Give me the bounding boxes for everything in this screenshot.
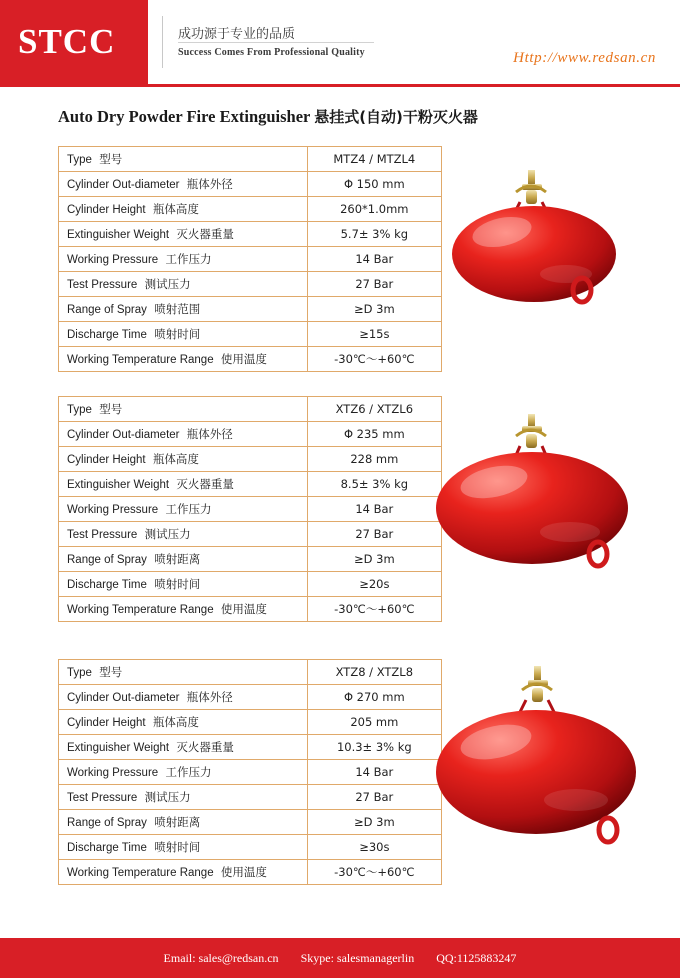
row-label-cn: 喷射时间 — [154, 840, 201, 854]
footer-email[interactable]: Email: sales@redsan.cn — [163, 950, 279, 965]
row-value: 27 Bar — [307, 522, 441, 547]
row-label-cn: 测试压力 — [144, 277, 191, 291]
row-value: ≥D 3m — [307, 810, 441, 835]
row-value: 14 Bar — [307, 497, 441, 522]
row-value: 14 Bar — [307, 247, 441, 272]
spec-table-mtz4 — [58, 146, 442, 372]
row-label-cn: 型号 — [99, 152, 123, 166]
row-value: 27 Bar — [307, 272, 441, 297]
row-value: 228 mm — [307, 447, 441, 472]
hanging-ring-icon — [599, 818, 617, 842]
header-bottom-rule — [0, 84, 680, 87]
page-footer — [0, 938, 680, 978]
page-title-cn: 悬挂式(自动)干粉灭火器 — [314, 108, 478, 126]
row-label-en: Working Pressure — [67, 504, 159, 516]
page-title-en: Auto Dry Powder Fire Extinguisher — [58, 107, 311, 126]
row-label-cn: 工作压力 — [165, 765, 212, 779]
row-label-cn: 工作压力 — [165, 502, 212, 516]
row-label-en: Cylinder Out-diameter — [67, 429, 180, 441]
row-label-cn: 瓶体外径 — [186, 177, 233, 191]
product-photo-mtz4 — [442, 162, 632, 332]
website-link[interactable]: Http://www.redsan.cn — [513, 50, 656, 66]
row-value: ≥30s — [307, 835, 441, 860]
row-value: -30℃～+60℃ — [307, 347, 441, 372]
row-label-cn: 使用温度 — [220, 602, 267, 616]
row-value: XTZ6 / XTZL6 — [307, 397, 441, 422]
row-label-en: Range of Spray — [67, 554, 147, 566]
table-row — [59, 597, 442, 622]
row-label-en: Cylinder Height — [67, 204, 146, 216]
row-label-en: Extinguisher Weight — [67, 229, 170, 241]
sprinkler-head-icon — [518, 666, 556, 716]
row-label-en: Cylinder Out-diameter — [67, 179, 180, 191]
table-row — [59, 347, 442, 372]
row-label-cn: 瓶体高度 — [152, 202, 199, 216]
product-photo-xtz8 — [430, 660, 650, 875]
row-label-en: Type — [67, 404, 92, 416]
row-value: 5.7± 3% kg — [307, 222, 441, 247]
row-value: Φ 270 mm — [307, 685, 441, 710]
extinguisher-body — [436, 452, 628, 564]
table-row — [59, 835, 442, 860]
row-value: ≥D 3m — [307, 297, 441, 322]
page-header — [0, 0, 680, 84]
page-title — [58, 106, 478, 127]
table-row — [59, 322, 442, 347]
row-label-en: Working Temperature Range — [67, 604, 214, 616]
row-label-en: Cylinder Height — [67, 454, 146, 466]
row-label-en: Type — [67, 667, 92, 679]
row-label-en: Extinguisher Weight — [67, 479, 170, 491]
row-label-cn: 喷射距离 — [154, 815, 201, 829]
table-row — [59, 572, 442, 597]
row-value: MTZ4 / MTZL4 — [307, 147, 441, 172]
row-label-cn: 瓶体高度 — [152, 715, 199, 729]
row-value: ≥15s — [307, 322, 441, 347]
table-row — [59, 247, 442, 272]
table-row — [59, 522, 442, 547]
row-label-en: Test Pressure — [67, 529, 138, 541]
row-label-en: Range of Spray — [67, 304, 147, 316]
row-value: XTZ8 / XTZL8 — [307, 660, 441, 685]
row-label-cn: 瓶体外径 — [186, 427, 233, 441]
row-label-en: Range of Spray — [67, 817, 147, 829]
extinguisher-body — [436, 710, 636, 834]
row-value: 205 mm — [307, 710, 441, 735]
row-value: Φ 235 mm — [307, 422, 441, 447]
row-value: ≥20s — [307, 572, 441, 597]
table-row — [59, 810, 442, 835]
row-label-en: Type — [67, 154, 92, 166]
table-row — [59, 447, 442, 472]
table-row — [59, 222, 442, 247]
row-label-en: Extinguisher Weight — [67, 742, 170, 754]
table-row — [59, 147, 442, 172]
table-row — [59, 197, 442, 222]
row-label-cn: 型号 — [99, 402, 123, 416]
row-label-cn: 使用温度 — [220, 865, 267, 879]
row-label-en: Test Pressure — [67, 279, 138, 291]
footer-qq[interactable]: QQ:1125883247 — [436, 950, 517, 965]
row-value: 10.3± 3% kg — [307, 735, 441, 760]
table-row — [59, 760, 442, 785]
row-value: 27 Bar — [307, 785, 441, 810]
row-value: 260*1.0mm — [307, 197, 441, 222]
row-value: 14 Bar — [307, 760, 441, 785]
table-row — [59, 272, 442, 297]
row-label-cn: 灭火器重量 — [176, 477, 234, 491]
slogan-rule — [178, 42, 374, 43]
row-value: -30℃～+60℃ — [307, 860, 441, 885]
header-divider — [162, 16, 163, 68]
table-row — [59, 172, 442, 197]
row-label-cn: 瓶体高度 — [152, 452, 199, 466]
row-label-en: Cylinder Height — [67, 717, 146, 729]
table-row — [59, 860, 442, 885]
row-label-cn: 灭火器重量 — [176, 740, 234, 754]
row-label-cn: 使用温度 — [220, 352, 267, 366]
row-value: ≥D 3m — [307, 547, 441, 572]
table-row — [59, 497, 442, 522]
row-label-cn: 工作压力 — [165, 252, 212, 266]
row-label-cn: 喷射范围 — [154, 302, 201, 316]
product-photo-xtz6 — [432, 408, 642, 598]
row-label-en: Working Temperature Range — [67, 867, 214, 879]
row-label-en: Discharge Time — [67, 579, 147, 591]
row-label-cn: 测试压力 — [144, 527, 191, 541]
table-row — [59, 547, 442, 572]
slogan-chinese: 成功源于专业的品质 — [178, 27, 296, 42]
spec-table-xtz8 — [58, 659, 442, 885]
row-label-en: Discharge Time — [67, 329, 147, 341]
row-label-en: Cylinder Out-diameter — [67, 692, 180, 704]
row-label-cn: 瓶体外径 — [186, 690, 233, 704]
row-label-cn: 测试压力 — [144, 790, 191, 804]
row-label-en: Discharge Time — [67, 842, 147, 854]
row-label-cn: 灭火器重量 — [176, 227, 234, 241]
row-label-en: Test Pressure — [67, 792, 138, 804]
table-row — [59, 660, 442, 685]
company-logo: STCC — [18, 22, 116, 61]
table-row — [59, 472, 442, 497]
row-label-cn: 喷射时间 — [154, 327, 201, 341]
table-row — [59, 397, 442, 422]
footer-skype[interactable]: Skype: salesmanagerlin — [300, 950, 415, 965]
slogan-english: Success Comes From Professional Quality — [178, 47, 365, 58]
row-label-en: Working Pressure — [67, 254, 159, 266]
row-label-en: Working Temperature Range — [67, 354, 214, 366]
spec-table-xtz6 — [58, 396, 442, 622]
row-value: -30℃～+60℃ — [307, 597, 441, 622]
table-row — [59, 710, 442, 735]
row-label-cn: 喷射时间 — [154, 577, 201, 591]
table-row — [59, 685, 442, 710]
row-label-en: Working Pressure — [67, 767, 159, 779]
table-row — [59, 785, 442, 810]
table-row — [59, 735, 442, 760]
row-value: Φ 150 mm — [307, 172, 441, 197]
table-row — [59, 297, 442, 322]
row-label-cn: 喷射距离 — [154, 552, 201, 566]
row-label-cn: 型号 — [99, 665, 123, 679]
table-row — [59, 422, 442, 447]
row-value: 8.5± 3% kg — [307, 472, 441, 497]
